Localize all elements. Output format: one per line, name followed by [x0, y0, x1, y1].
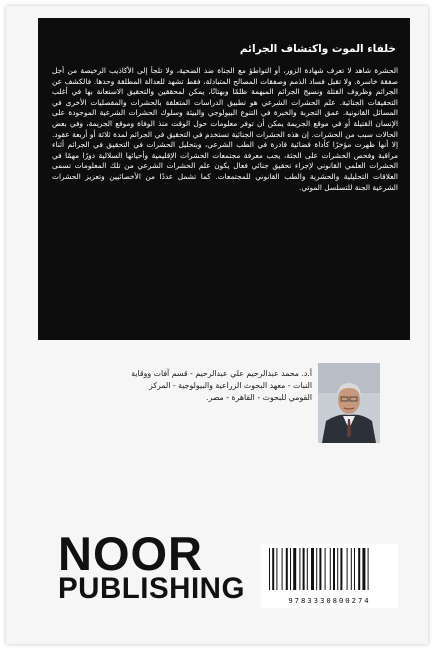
publisher-name-line2: PUBLISHING	[58, 572, 245, 605]
isbn-barcode	[261, 544, 398, 608]
description-panel	[38, 18, 410, 340]
book-title: خلفاء الموت واكتشاف الجرائم	[239, 43, 396, 55]
author-bio: أ.د. محمد عبدالرحيم علي عبدالرحيم - قسم آفات ووقاية النبات - معهد البحوث الزراعية والبيولوجية - المركز القومي للبحوث - القاهرة - مصر.	[131, 369, 312, 402]
book-description: الحشرة شاهد لا تعرف شهادة الزور، أو التواطؤ مع الجناة ضد الضحية، ولا تلجأ إلى الأكاذيب الرخيصة من أجل صفقة خاسرة. ولا تقبل فساد الذمم وصفقات المصالح المتبادلة، فقط تشهد للعدالة المطلقة وحدها. فالكشف عن الجرائم وظروف القتلة ونسيج الجرائم المبهمة ظلمًا وبهتانًا، يمكن لمحققين والتحقيق الاستعانة بها في أغلب التحقيقات الجنائية. علم الحشرات الشرعي هو تطبيق الدراسات المتعلقة بالحشرات والمفصليات الأخرى في المسائل القانونية. عمق التجربة والخبرة في التنوع البيولوجي والبيئة وسلوك الحشرات الشرعية الموجودة على الإنسان القتيلة أو في موقع الجريمة يمكن أن توفر معلومات حول الوقت منذ الوفاة وموقع الجريمة، وفي بعض الحالات سبب من الحشرات. إن هذه الحشرات الجنائية تستخدم في التحقيق في الجرائم لمدة ثلاثة أو أربعة عقود. إلا أنها ظهرت مؤخرًا كأداة قضائية قادرة في الطب الشرعي، وبتحليل الحشرات في التحقيق في الجرائم أثناء مراقبة وفحص الحشرات على الجثة، يجب معرفة مجتمعات الحشرات الإقليمية وأحيائها السلالية دورًا مهمًا في الحشرات العلمي القانوني لإجراء تحقيق جنائي فعال يكون علم الحشرات الشرعي من تلك المعلومات تسمى العلاقات التحليلية والحشرية والطب القانوني للمجتمعات. كما تشمل عددًا من الأخصائيين وتعزيز الحشرات الشرعية الجنة للتسلسل الموتي.	[52, 66, 398, 192]
barcode-icon	[261, 544, 398, 594]
author-photo	[318, 363, 380, 443]
publisher-name-line1: NOOR	[58, 527, 203, 580]
book-back-cover	[6, 6, 428, 644]
publisher-logo	[58, 527, 245, 605]
author-portrait-icon	[318, 363, 380, 443]
isbn-number: 9783330800274	[288, 596, 371, 605]
